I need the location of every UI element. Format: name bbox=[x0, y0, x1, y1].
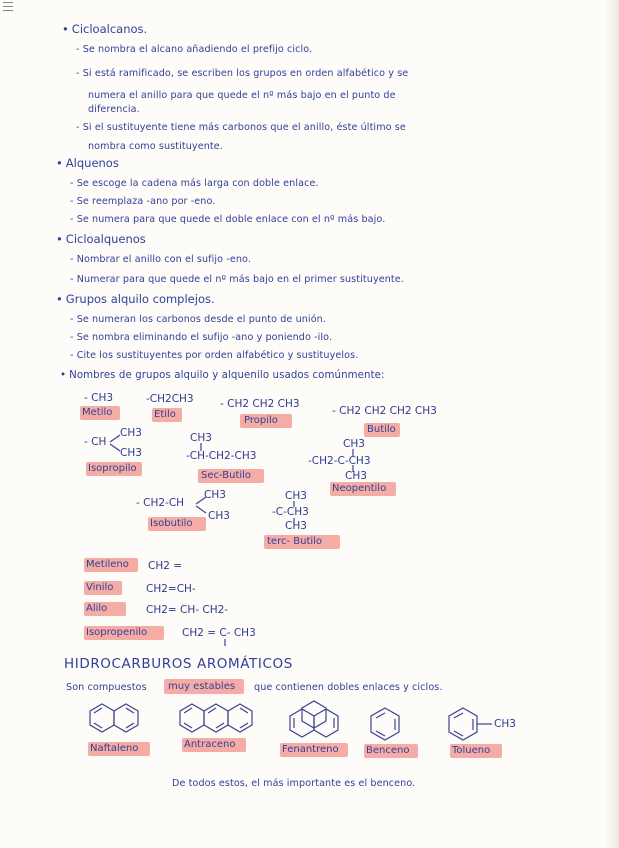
page-edge-shadow bbox=[605, 0, 619, 848]
intro-highlight: muy estables bbox=[168, 681, 236, 692]
formula-vinilo: CH2=CH- bbox=[146, 583, 196, 595]
label-butilo: Butilo bbox=[367, 424, 396, 435]
note-line: - Se numeran los carbonos desde el punto de unión. bbox=[70, 314, 327, 325]
note-line: - Numerar para que quede el nº más bajo en el primer sustituyente. bbox=[70, 274, 404, 285]
label-terc-butilo: terc- Butilo bbox=[267, 536, 323, 547]
formula-butilo: - CH2 CH2 CH2 CH3 bbox=[332, 405, 437, 417]
note-line: - Se numera para que quede el doble enlace con el nº más bajo. bbox=[70, 214, 386, 225]
branch-ch3: CH3 bbox=[204, 489, 226, 501]
formula-sec-butilo: -CH-CH2-CH3 bbox=[186, 450, 257, 462]
closing-line: De todos estos, el más importante es el benceno. bbox=[172, 778, 416, 789]
formula-metileno: CH2 = bbox=[148, 560, 183, 572]
note-line: - Se reemplaza -ano por -eno. bbox=[70, 196, 216, 207]
note-line: - Se escoge la cadena más larga con doble enlace. bbox=[70, 178, 319, 189]
label-alilo: Alilo bbox=[86, 603, 108, 614]
binder-marks bbox=[3, 2, 13, 16]
formula-isobutilo: - CH2-CH bbox=[136, 497, 185, 509]
branch-ch3: CH3 bbox=[190, 432, 212, 444]
label-fenantreno: Fenantreno bbox=[282, 744, 339, 755]
formula-terc-butilo: -C-CH3 bbox=[272, 506, 309, 518]
label-isobutilo: Isobutilo bbox=[150, 518, 193, 529]
branch-ch3: CH3 bbox=[343, 438, 365, 450]
intro-text: que contienen dobles enlaces y ciclos. bbox=[254, 682, 443, 693]
formula-isopropilo: - CH bbox=[84, 436, 107, 448]
branch-ch3: CH3 bbox=[345, 470, 367, 482]
tolueno-structure bbox=[446, 706, 494, 744]
formula-metilo: - CH3 bbox=[84, 392, 114, 404]
label-isopropenilo: Isopropenilo bbox=[86, 627, 148, 638]
note-line: - Se nombra el alcano añadiendo el prefijo ciclo. bbox=[76, 44, 313, 55]
heading-grupos-alquilo: • Grupos alquilo complejos. bbox=[56, 292, 215, 306]
branch-bonds bbox=[194, 494, 210, 516]
branch-bonds bbox=[108, 432, 122, 454]
branch-ch3: CH3 bbox=[120, 427, 142, 439]
heading-cicloalcanos: • Cicloalcanos. bbox=[62, 22, 147, 36]
label-metilo: Metilo bbox=[82, 407, 113, 418]
label-benceno: Benceno bbox=[366, 745, 410, 756]
naftaleno-structure bbox=[86, 700, 146, 740]
formula-isopropenilo: CH2 = C- CH3 bbox=[182, 627, 256, 639]
toluene-substituent: CH3 bbox=[494, 718, 516, 730]
antraceno-structure bbox=[176, 700, 260, 740]
label-metileno: Metileno bbox=[86, 559, 129, 570]
branch-ch3: CH3 bbox=[285, 490, 307, 502]
label-isopropilo: Isopropilo bbox=[88, 463, 137, 474]
label-sec-butilo: Sec-Butilo bbox=[201, 470, 252, 481]
intro-text: Son compuestos bbox=[66, 682, 147, 693]
formula-neopentilo: -CH2-C-CH3 bbox=[308, 455, 371, 467]
label-tolueno: Tolueno bbox=[452, 745, 491, 756]
branch-bond bbox=[222, 639, 228, 647]
formula-etilo: -CH2CH3 bbox=[146, 393, 194, 405]
formula-alilo: CH2= CH- CH2- bbox=[146, 604, 229, 616]
note-line: - Cite los sustituyentes por orden alfabético y sustituyelos. bbox=[70, 350, 359, 361]
label-propilo: Propilo bbox=[244, 415, 278, 426]
branch-ch3: CH3 bbox=[285, 520, 307, 532]
note-line: - Si está ramificado, se escriben los grupos en orden alfabético y se bbox=[76, 68, 409, 79]
heading-aromaticos: HIDROCARBUROS AROMÁTICOS bbox=[64, 656, 293, 672]
benceno-structure bbox=[368, 706, 402, 744]
note-line: - Se nombra eliminando el sufijo -ano y poniendo -ilo. bbox=[70, 332, 333, 343]
note-line: nombra como sustituyente. bbox=[88, 141, 223, 152]
formula-propilo: - CH2 CH2 CH3 bbox=[220, 398, 300, 410]
label-naftaleno: Naftaleno bbox=[90, 743, 139, 754]
heading-alquenos: • Alquenos bbox=[56, 156, 119, 170]
label-neopentilo: Neopentilo bbox=[332, 483, 387, 494]
note-line: - Nombrar el anillo con el sufijo -eno. bbox=[70, 254, 251, 265]
note-line: numera el anillo para que quede el nº más bajo en el punto de bbox=[88, 90, 396, 101]
heading-cicloalquenos: • Cicloalquenos bbox=[56, 232, 146, 246]
branch-ch3: CH3 bbox=[120, 447, 142, 459]
branch-ch3: CH3 bbox=[208, 510, 230, 522]
fenantreno-structure bbox=[276, 698, 346, 744]
note-line: diferencia. bbox=[88, 104, 140, 115]
label-etilo: Etilo bbox=[154, 409, 176, 420]
note-line: - Si el sustituyente tiene más carbonos que el anillo, éste último se bbox=[76, 122, 406, 133]
heading-nombres-comunes: • Nombres de grupos alquilo y alquenilo usados comúnmente: bbox=[60, 370, 385, 381]
label-antraceno: Antraceno bbox=[184, 739, 236, 750]
label-vinilo: Vinilo bbox=[86, 582, 114, 593]
